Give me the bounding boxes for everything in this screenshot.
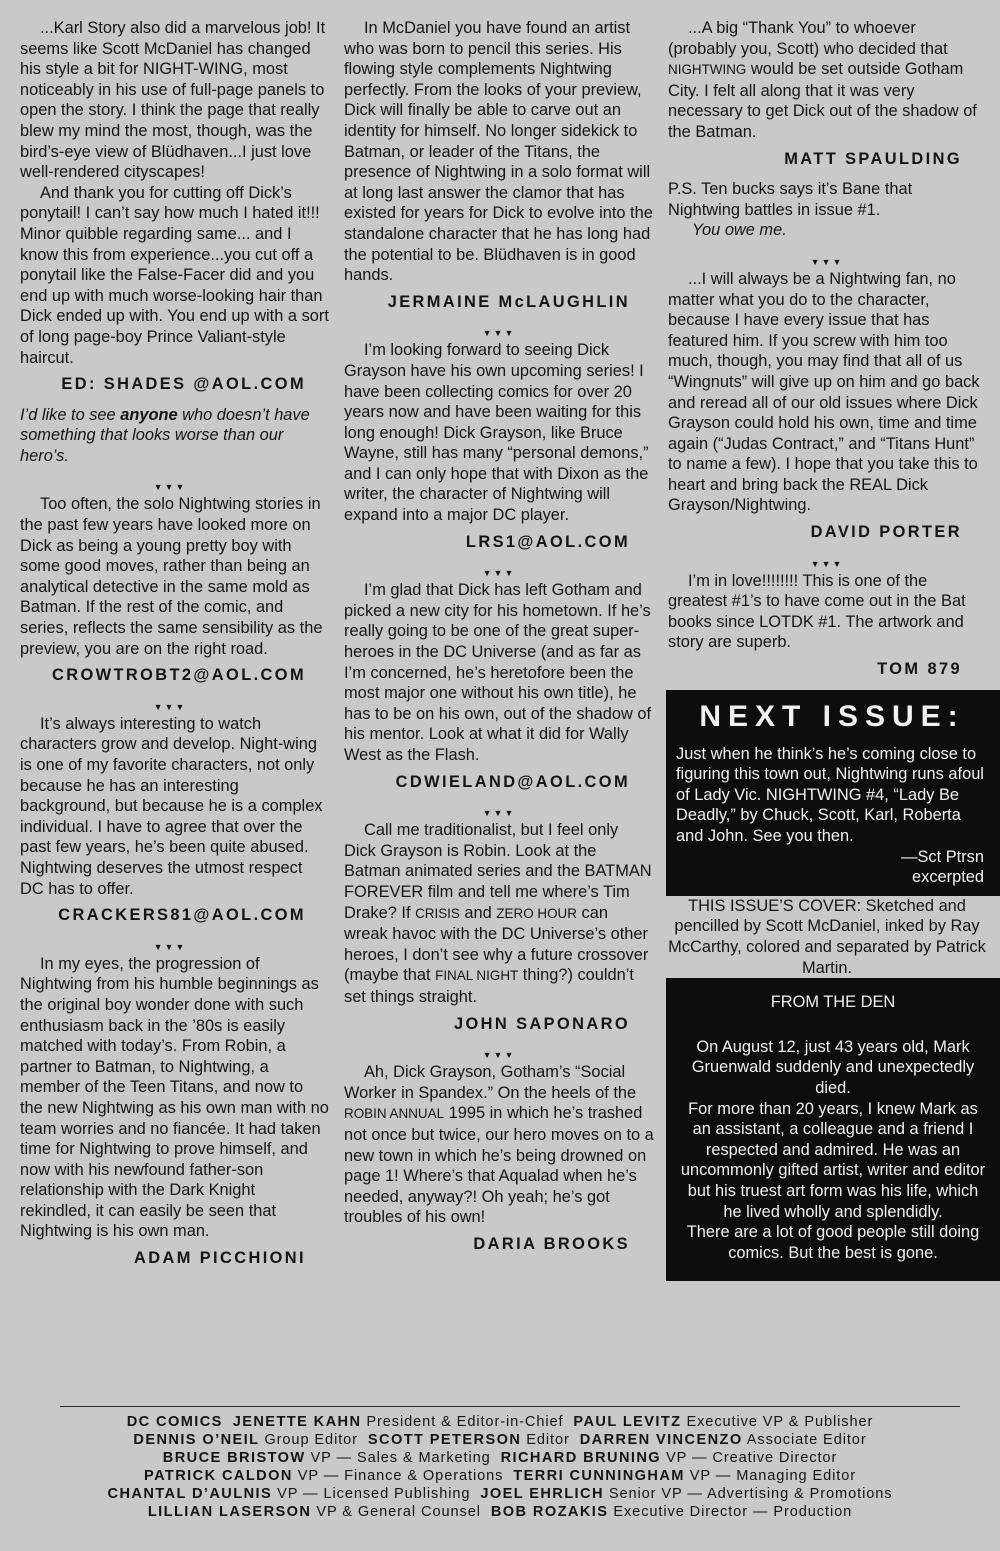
- letter-body: In my eyes, the progression of Nightwing from his humble beginnings as the original boy wonder done with such enthusiasm back in the ’80s is easily matched with today’s. From Robin, a partner to Batman, to Nightwing, a member of the Teen Titans, and now to the new Nightwing as his own man with no team worries and no fiancée. It had taken time for Nightwing to prove himself, and now with his newfound father-son relationship with the Dark Knight rekindled, it can easily be seen that Nightwing is his own man.: [20, 954, 329, 1241]
- letter-body: I’m looking forward to seeing Dick Grayson have his own upcoming series! I have been collecting comics for over 20 years now and have been waiting for this long enough! Dick Grayson, like Bruce Wayne, still has many “personal demons,” and I can only hope that with Dixon as the writer, the character of Nightwing will expand into a major DC player.: [344, 341, 649, 525]
- letter-body: ...Karl Story also did a marvelous job! It seems like Scott McDaniel has changed his style a bit for NIGHT-WING, most noticeably in his use of full-page panels to open the story. I think the page that really blew my mind the most, though, was the bird’s-eye view of Blüdhaven...I just love well-rendered cityscapes!: [20, 19, 326, 182]
- triangle-separator: ▼▼▼: [482, 568, 516, 579]
- next-issue-box: [666, 690, 1000, 896]
- divider-rule: [60, 1406, 960, 1407]
- triangle-separator: ▼▼▼: [153, 941, 187, 952]
- editor-reply: You owe me.: [692, 221, 787, 240]
- letter-signature: LRS1@AOL.COM: [465, 532, 630, 551]
- next-issue-byline-note: excerpted: [912, 868, 984, 887]
- letters-column-2: [344, 18, 654, 1264]
- editor-reply: I’d like to see anyone who doesn’t have something that looks worse than our hero’s.: [20, 405, 310, 465]
- letter-signature: DARIA BROOKS: [473, 1234, 630, 1253]
- letter-signature: MATT SPAULDING: [784, 149, 962, 168]
- letter-signature: CDWIELAND@AOL.COM: [395, 772, 630, 791]
- letter-body: It’s always interesting to watch characters grow and develop. Night-wing is one of my favorite characters, not only because he has an interesting background, but because he is a complex individual. I have to agree that over the past few years, he’s been quite abused. Nightwing deserves the utmost respect DC has to offer.: [20, 714, 323, 898]
- letter-body: Call me traditionalist, but I feel only Dick Grayson is Robin. Look at the Batman animated series and the BATMAN FOREVER film and tell me where’s Tim Drake? If CRISIS and ZERO HOUR can wreak havoc with the DC Universe’s other heroes, I don’t see why a future crossover (maybe that FINAL NIGHT thing?) couldn’t set things straight.: [344, 821, 652, 1006]
- next-issue-body: Just when he think’s he’s coming close to figuring this town out, Nightwing runs afoul of Lady Vic. NIGHTWING #4, “Lady Be Deadly,” by Chuck, Scott, Karl, Roberta and John. See you then.: [676, 744, 984, 845]
- next-issue-byline: —Sct Ptrsn: [901, 847, 984, 866]
- den-paragraph: There are a lot of good people still doing comics. But the best is gone.: [686, 1223, 980, 1262]
- letter-signature: CRACKERS81@AOL.COM: [58, 906, 306, 925]
- triangle-separator: ▼▼▼: [482, 1050, 516, 1061]
- den-paragraph: For more than 20 years, I knew Mark as an assistant, a colleague and a friend I respected and admired. He was an uncommonly gifted artist, writer and editor but his truest art form was his life, which he lived wholly and splendidly.: [680, 1099, 986, 1221]
- letter-signature: TOM 879: [877, 660, 962, 679]
- den-title: FROM THE DEN: [770, 993, 896, 1012]
- letter-body: And thank you for cutting off Dick’s ponytail! I can’t say how much I hated it!!! Minor quibble regarding same... and I know this from experience...you cut off a ponytail like the False-Facer did and you end up with much worse-looking hair than Dick ended up with. You end up with a sort of long page-boy Prince Valiant-style haircut.: [20, 183, 329, 367]
- letters-column-3: [668, 18, 986, 1281]
- letter-signature: ADAM PICCHIONI: [133, 1249, 306, 1268]
- triangle-separator: ▼▼▼: [153, 482, 187, 493]
- letter-body: ...A big “Thank You” to whoever (probably you, Scott) who decided that NIGHTWING would be set outside Gotham City. I felt all along that it was very necessary to get Dick out of the shadow of the Batman.: [668, 19, 977, 141]
- letter-body: Too often, the solo Nightwing stories in the past few years have looked more on Dick as being a young pretty boy with some good moves, rather than being an analytical detective in the same mold as Batman. If the rest of the comic, and series, reflects the same sensibility as the preview, you are on the right road.: [20, 495, 323, 658]
- triangle-separator: ▼▼▼: [482, 808, 516, 819]
- letter-signature: DAVID PORTER: [810, 523, 962, 542]
- triangle-separator: ▼▼▼: [153, 701, 187, 712]
- letter-signature: ED: SHADES @AOL.COM: [61, 375, 306, 394]
- letter-body: Ah, Dick Grayson, Gotham’s “Social Worker in Spandex.” On the heels of the ROBIN ANNUAL 1995 in which he’s trashed not once but twice, our hero moves on to a new town in which he’s being drowned on page 1! Where’s that Aqualad when he’s needed, anyway?! Oh yeah; he’s got troubles of his own!: [344, 1063, 654, 1227]
- triangle-separator: ▼▼▼: [810, 558, 844, 569]
- from-the-den-box: [666, 978, 1000, 1281]
- triangle-separator: ▼▼▼: [482, 328, 516, 339]
- letter-body: In McDaniel you have found an artist who was born to pencil this series. His flowing style complements Nightwing perfectly. From the looks of your preview, Dick will finally be able to carve out an identity for himself. No longer sidekick to Batman, or leader of the Titans, the presence of Nightwing in a solo format will at long last answer the clamor that has existed for years for Dick to evolve into the standalone character that he has long had the potential to be. Blüdhaven is in good hands.: [344, 19, 653, 285]
- letter-postscript: P.S. Ten bucks says it’s Bane that Nightwing battles in issue #1.: [668, 180, 913, 219]
- next-issue-title: NEXT ISSUE:: [699, 699, 965, 733]
- staff-credits: DC COMICS JENETTE KAHN President & Editor-in-Chief PAUL LEVITZ Executive VP & Publisher DENNIS O’NEIL Group Editor SCOTT PETERSON Editor DARREN VINCENZO Associate Editor BRUCE BRISTOW VP — Sales & Marketing RICHARD BRUNING VP — Creative Director PATRICK CALDON VP — Finance & Operations TERRI CUNNINGHAM VP — Managing Editor CHANTAL D’AULNIS VP — Licensed Publishing JOEL EHRLICH Senior VP — Advertising & Promotions LILLIAN LASERSON VP & General Counsel BOB ROZAKIS Executive Director — Production: [107, 1414, 893, 1520]
- letter-signature: CROWTROBT2@AOL.COM: [51, 666, 306, 685]
- letter-signature: JOHN SAPONARO: [453, 1014, 630, 1033]
- letter-body: I’m in love!!!!!!!! This is one of the greatest #1’s to have come out in the Bat books since LOTDK #1. The artwork and story are superb.: [668, 571, 966, 652]
- letter-body: I’m glad that Dick has left Gotham and picked a new city for his hometown. If he’s really going to be one of the great super-heroes in the DC Universe (and as far as I’m concerned, he’s heretofore been the most major one without his own title), he has to be on his own, out of the shadow of his mentor. Look at what it did for Wally West as the Flash.: [344, 581, 652, 764]
- letter-signature: JERMAINE McLAUGHLIN: [387, 292, 630, 311]
- triangle-separator: ▼▼▼: [810, 256, 844, 267]
- cover-credit: THIS ISSUE’S COVER: Sketched and pencilled by Scott McDaniel, inked by Ray McCarthy, colored and separated by Patrick Martin.: [668, 896, 986, 977]
- den-paragraph: On August 12, just 43 years old, Mark Gruenwald suddenly and unexpectedly died.: [691, 1037, 975, 1097]
- letters-column-1: [20, 18, 330, 1279]
- letter-body: ...I will always be a Nightwing fan, no matter what you do to the character, because I have every issue that has featured him. If you screw with him too much, though, you may find that all of us “Wingnuts” will give up on him and go back and reread all of our old issues where Dick Grayson could hold his own, time and time again (“Judas Contract,” and “Titans Hunt” to name a few). I hope that you take this to heart and bring back the REAL Dick Grayson/Nightwing.: [668, 269, 980, 515]
